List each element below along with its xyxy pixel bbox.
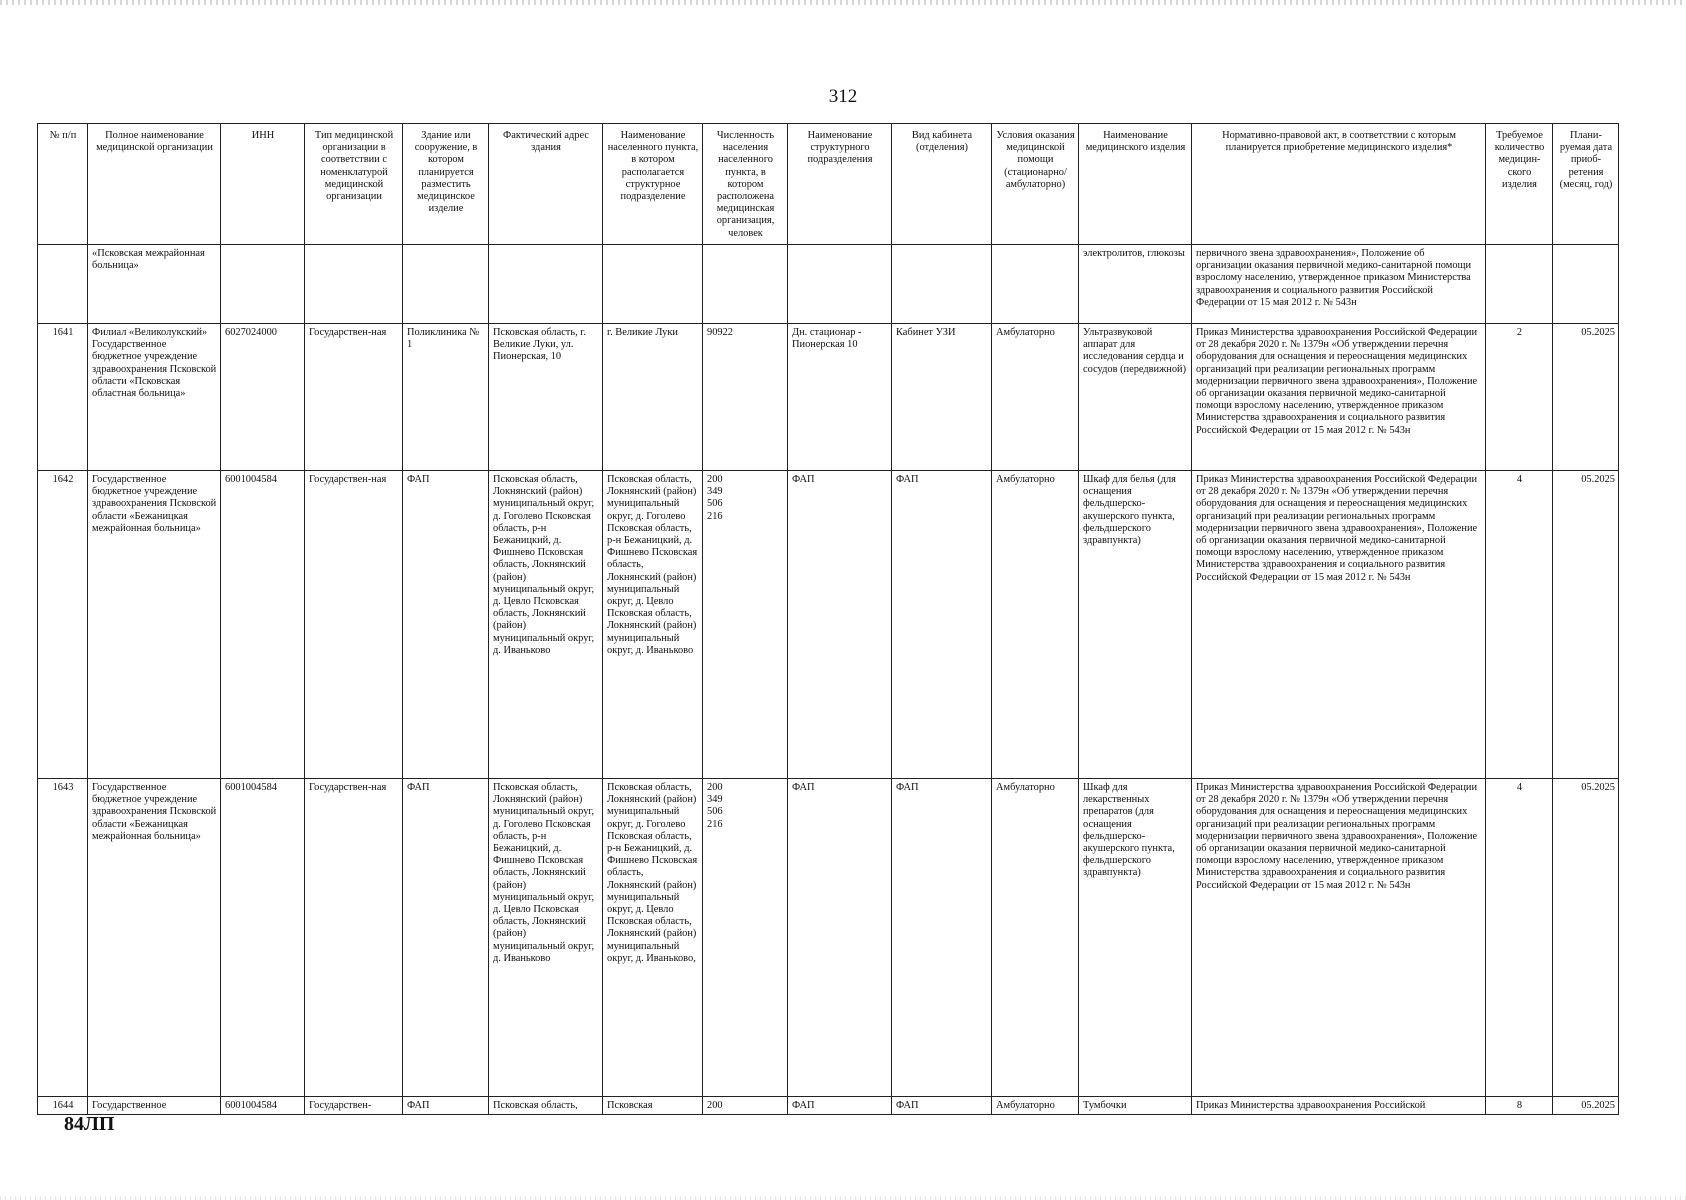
cell-device: Шкаф для лекарственных препаратов (для оснащения фельдшерско-акушерского пункта, фельдшерского здравпункта) (1079, 779, 1192, 1097)
cell-locality (603, 245, 703, 324)
cell-building: ФАП (403, 1097, 489, 1115)
cell-address: Псковская область, г. Великие Луки, ул. Пионерская, 10 (489, 324, 603, 471)
cell-unit: Дн. стационар - Пионерская 10 (788, 324, 892, 471)
header-cell: Наименование структурного подразделения (788, 124, 892, 245)
cell-org: Государственное (88, 1097, 221, 1115)
cell-act: первичного звена здравоохранения», Положение об организации оказания первичной медико-санитарной помощи взрослому населению, утвержденное приказом Министерства здравоохранения и социального развития Российской Федерации от 15 мая 2012 г. № 543н (1192, 245, 1486, 324)
header-cell: Нормативно-правовой акт, в соответствии с которым планируется приобретение медицинского изделия* (1192, 124, 1486, 245)
cell-cabinet: Кабинет УЗИ (892, 324, 992, 471)
cell-locality: Псковская область, Локнянский (район) муниципальный округ, д. Гоголево Псковская область, р-н Бежаницкий, д. Фишнево Псковская область, Локнянский (район) муниципальный округ, д. Цевло Псковская область, Локнянский (район) муниципальный округ, д. Иваньково (603, 471, 703, 779)
cell-num: 1643 (38, 779, 88, 1097)
cell-inn: 6001004584 (221, 779, 305, 1097)
cell-locality: г. Великие Луки (603, 324, 703, 471)
cell-locality: Псковская область, Локнянский (район) муниципальный округ, д. Гоголево Псковская область, р-н Бежаницкий, д. Фишнево Псковская область, Локнянский (район) муниципальный округ, д. Цевло Псковская область, Локнянский (район) муниципальный округ, д. Иваньково, (603, 779, 703, 1097)
table-row (38, 1097, 1619, 1115)
header-cell: Фактический адрес здания (489, 124, 603, 245)
cell-unit: ФАП (788, 1097, 892, 1115)
header-cell: № п/п (38, 124, 88, 245)
cell-qty: 8 (1486, 1097, 1553, 1115)
cell-org: Государственное бюджетное учреждение здравоохранения Псковской области «Бежаницкая межрайонная больница» (88, 471, 221, 779)
cell-date: 05.2025 (1553, 779, 1619, 1097)
page-number: 312 (828, 86, 858, 107)
cell-inn: 6001004584 (221, 471, 305, 779)
cell-act: Приказ Министерства здравоохранения Российской Федерации от 28 декабря 2020 г. № 1379н «Об утверждении перечня оборудования для оснащения и переоснащения медицинских организаций при реализации региональных программ модернизации первичного звена здравоохранения», Положение об организации оказания первичной медико-санитарной помощи взрослому населению, утвержденное приказом Министерства здравоохранения и социального развития Российской Федерации от 15 мая 2012 г. № 543н (1192, 471, 1486, 779)
cell-conditions (992, 245, 1079, 324)
cell-device: электролитов, глюкозы (1079, 245, 1192, 324)
scan-edge-top (0, 0, 1686, 5)
cell-cabinet (892, 245, 992, 324)
cell-address: Псковская область, Локнянский (район) муниципальный округ, д. Гоголево Псковская область, р-н Бежаницкий, д. Фишнево Псковская область, Локнянский (район) муниципальный округ, д. Цевло Псковская область, Локнянский (район) муниципальный округ, д. Иваньково (489, 779, 603, 1097)
cell-population (703, 245, 788, 324)
cell-population: 200 (703, 1097, 788, 1115)
cell-act: Приказ Министерства здравоохранения Российской Федерации от 28 декабря 2020 г. № 1379н «Об утверждении перечня оборудования для оснащения и переоснащения медицинских организаций при реализации региональных программ модернизации первичного звена здравоохранения», Положение об организации оказания первичной медико-санитарной помощи взрослому населению, утвержденное приказом Министерства здравоохранения и социального развития Российской Федерации от 15 мая 2012 г. № 543н (1192, 779, 1486, 1097)
cell-address (489, 245, 603, 324)
cell-org: «Псковская межрайонная больница» (88, 245, 221, 324)
cell-address: Псковская область, (489, 1097, 603, 1115)
cell-date: 05.2025 (1553, 324, 1619, 471)
cell-type: Государствен-ная (305, 779, 403, 1097)
cell-address: Псковская область, Локнянский (район) муниципальный округ, д. Гоголево Псковская область, р-н Бежаницкий, д. Фишнево Псковская область, Локнянский (район) муниципальный округ, д. Цевло Псковская область, Локнянский (район) муниципальный округ, д. Иваньково (489, 471, 603, 779)
cell-inn: 6027024000 (221, 324, 305, 471)
cell-conditions: Амбулаторно (992, 324, 1079, 471)
cell-device: Шкаф для белья (для оснащения фельдшерско-акушерского пункта, фельдшерского здравпункта) (1079, 471, 1192, 779)
header-cell: Плани-руемая дата приоб-ретения (месяц, год) (1553, 124, 1619, 245)
cell-type (305, 245, 403, 324)
header-cell: Требуемое количество медицин-ского изделия (1486, 124, 1553, 245)
cell-cabinet: ФАП (892, 471, 992, 779)
cell-conditions: Амбулаторно (992, 1097, 1079, 1115)
cell-inn (221, 245, 305, 324)
cell-num (38, 245, 88, 324)
cell-date: 05.2025 (1553, 1097, 1619, 1115)
table-row (38, 779, 1619, 1097)
cell-building: Поликлиника № 1 (403, 324, 489, 471)
cell-num: 1644 (38, 1097, 88, 1115)
cell-unit (788, 245, 892, 324)
cell-act: Приказ Министерства здравоохранения Российской Федерации от 28 декабря 2020 г. № 1379н «Об утверждении перечня оборудования для оснащения и переоснащения медицинских организаций при реализации региональных программ модернизации первичного звена здравоохранения», Положение об организации оказания первичной медико-санитарной помощи взрослому населению, утвержденное приказом Министерства здравоохранения и социального развития Российской Федерации от 15 мая 2012 г. № 543н (1192, 324, 1486, 471)
cell-org: Филиал «Великолукский» Государственное бюджетное учреждение здравоохранения Псковской области «Псковская областная больница» (88, 324, 221, 471)
cell-unit: ФАП (788, 779, 892, 1097)
cell-conditions: Амбулаторно (992, 779, 1079, 1097)
cell-type: Государствен-ная (305, 324, 403, 471)
cell-building: ФАП (403, 471, 489, 779)
cell-num: 1642 (38, 471, 88, 779)
cell-population: 200 349 506 216 (703, 779, 788, 1097)
cell-qty (1486, 245, 1553, 324)
cell-cabinet: ФАП (892, 779, 992, 1097)
header-cell: Численность населения населенного пункта, в котором расположена медицинская организация, человек (703, 124, 788, 245)
cell-date: 05.2025 (1553, 471, 1619, 779)
header-cell: Тип медицинской организации в соответствии с номенклатурой медицинской организации (305, 124, 403, 245)
cell-device: Тумбочки (1079, 1097, 1192, 1115)
cell-num: 1641 (38, 324, 88, 471)
cell-type: Государствен-ная (305, 471, 403, 779)
cell-conditions: Амбулаторно (992, 471, 1079, 779)
header-cell: Полное наименование медицинской организации (88, 124, 221, 245)
header-cell: Вид кабинета (отделения) (892, 124, 992, 245)
cell-qty: 4 (1486, 471, 1553, 779)
cell-qty: 2 (1486, 324, 1553, 471)
cell-building: ФАП (403, 779, 489, 1097)
cell-date (1553, 245, 1619, 324)
scan-edge-bottom (0, 1196, 1686, 1200)
header-cell: ИНН (221, 124, 305, 245)
cell-population: 90922 (703, 324, 788, 471)
equipment-table (37, 123, 1619, 1115)
cell-device: Ультразвуковой аппарат для исследования сердца и сосудов (передвижной) (1079, 324, 1192, 471)
header-cell: Здание или сооружение, в котором планируется разместить медицинское изделие (403, 124, 489, 245)
header-cell: Наименование населенного пункта, в котором располагается структурное подразделение (603, 124, 703, 245)
cell-cabinet: ФАП (892, 1097, 992, 1115)
cell-type: Государствен- (305, 1097, 403, 1115)
table-header-row (38, 124, 1619, 245)
cell-inn: 6001004584 (221, 1097, 305, 1115)
cell-building (403, 245, 489, 324)
cell-qty: 4 (1486, 779, 1553, 1097)
cell-act: Приказ Министерства здравоохранения Российской (1192, 1097, 1486, 1115)
table-row (38, 471, 1619, 779)
cell-org: Государственное бюджетное учреждение здравоохранения Псковской области «Бежаницкая межрайонная больница» (88, 779, 221, 1097)
table-row-continuation (38, 245, 1619, 324)
header-cell: Наименование медицинского изделия (1079, 124, 1192, 245)
cell-population: 200 349 506 216 (703, 471, 788, 779)
table-row (38, 324, 1619, 471)
footer-code: 84ЛП (64, 1113, 115, 1135)
cell-locality: Псковская (603, 1097, 703, 1115)
header-cell: Условия оказания медицинской помощи (стационарно/ амбулаторно) (992, 124, 1079, 245)
cell-unit: ФАП (788, 471, 892, 779)
